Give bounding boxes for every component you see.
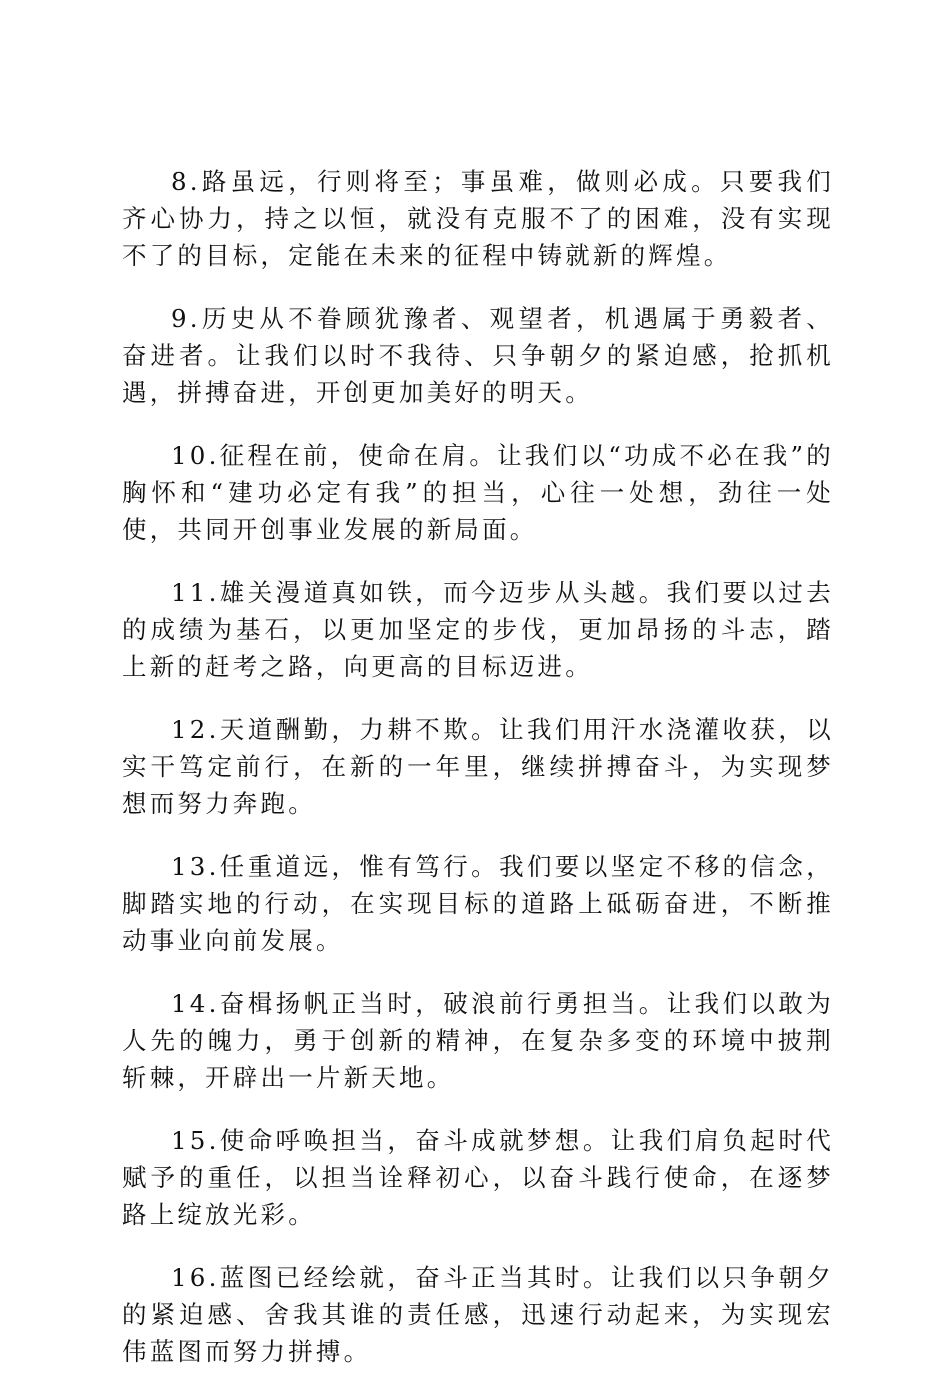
paragraph-11: 11.雄关漫道真如铁，而今迈步从头越。我们要以过去的成绩为基石，以更加坚定的步伐，更加昂扬的斗志，踏上新的赶考之路，向更高的目标迈进。	[122, 578, 834, 681]
paragraph-8: 8.路虽远，行则将至；事虽难，做则必成。只要我们齐心协力，持之以恒，就没有克服不了的困难，没有实现不了的目标，定能在未来的征程中铸就新的辉煌。	[122, 167, 834, 270]
paragraph-15: 15.使命呼唤担当，奋斗成就梦想。让我们肩负起时代赋予的重任，以担当诠释初心，以奋斗践行使命，在逐梦路上绽放光彩。	[122, 1126, 834, 1229]
paragraph-9: 9.历史从不眷顾犹豫者、观望者，机遇属于勇毅者、奋进者。让我们以时不我待、只争朝夕的紧迫感，抢抓机遇，拼搏奋进，开创更加美好的明天。	[122, 304, 834, 407]
document-page	[122, 163, 834, 1396]
paragraph-12: 12.天道酬勤，力耕不欺。让我们用汗水浇灌收获，以实干笃定前行，在新的一年里，继续拼搏奋斗，为实现梦想而努力奔跑。	[122, 715, 834, 818]
paragraph-16: 16.蓝图已经绘就，奋斗正当其时。让我们以只争朝夕的紧迫感、舍我其谁的责任感，迅速行动起来，为实现宏伟蓝图而努力拼搏。	[122, 1263, 834, 1366]
paragraph-13: 13.任重道远，惟有笃行。我们要以坚定不移的信念，脚踏实地的行动，在实现目标的道路上砥砺奋进，不断推动事业向前发展。	[122, 852, 834, 955]
paragraph-14: 14.奋楫扬帆正当时，破浪前行勇担当。让我们以敢为人先的魄力，勇于创新的精神，在复杂多变的环境中披荆斩棘，开辟出一片新天地。	[122, 989, 834, 1092]
paragraph-10: 10.征程在前，使命在肩。让我们以“功成不必在我”的胸怀和“建功必定有我”的担当，心往一处想，劲往一处使，共同开创事业发展的新局面。	[122, 441, 834, 544]
